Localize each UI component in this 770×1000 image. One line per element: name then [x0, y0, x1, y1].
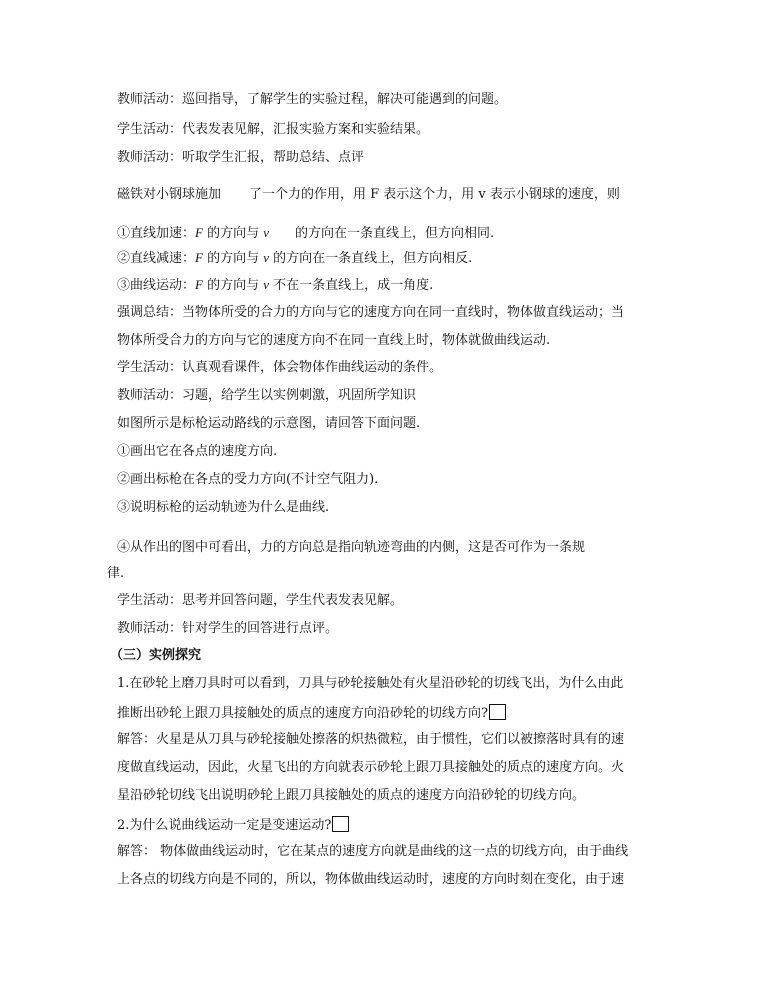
- text-line: [117, 816, 349, 834]
- text-line: [117, 277, 433, 294]
- answer-box[interactable]: [332, 816, 349, 832]
- text-fragment: ②直线减速：: [117, 251, 196, 266]
- text-line: 度做直线运动，因此，火星飞出的方向就表示砂轮上跟刀具接触处的质点的速度方向。火: [117, 760, 625, 775]
- text-line: ④从作出的图中可看出，力的方向总是指向轨迹弯曲的内侧，这是否可作为一条规: [117, 540, 586, 555]
- text-line: ①画出它在各点的速度方向.: [117, 444, 278, 459]
- math-symbol: F: [195, 277, 203, 292]
- text-fragment: 磁铁对小钢球施加: [117, 187, 222, 202]
- text-fragment: ①直线加速：: [117, 226, 196, 241]
- answer-box[interactable]: [489, 704, 506, 720]
- text-line: 教师活动：听取学生汇报，帮助总结、点评: [117, 150, 365, 165]
- text-line: 解答： 物体做曲线运动时，它在某点的速度方向就是曲线的这一点的切线方向，由于曲线: [117, 844, 629, 859]
- text-line: 教师活动：针对学生的回答进行点评。: [117, 621, 339, 636]
- math-symbol: v: [263, 277, 270, 292]
- text-line: 上各点的切线方向是不同的，所以，物体做曲线运动时，速度的方向时刻在变化，由于速: [117, 872, 625, 887]
- section-heading: （三）实例探究: [110, 648, 202, 663]
- text-line: [117, 704, 506, 722]
- text-line: ③说明标枪的运动轨迹为什么是曲线.: [117, 500, 330, 515]
- text-line: 星沿砂轮切线飞出说明砂轮上跟刀具接触处的质点的速度方向沿砂轮的切线方向。: [117, 788, 586, 803]
- math-symbol: v: [263, 225, 270, 240]
- text-fragment: 的方向与: [202, 278, 264, 293]
- text-line: 学生活动：思考并回答问题，学生代表发表见解。: [117, 593, 404, 608]
- text-line: 1.在砂轮上磨刀具时可以看到，刀具与砂轮接触处有火星沿砂轮的切线飞出，为什么由此: [117, 676, 624, 691]
- math-symbol: F: [195, 250, 203, 265]
- text-line: [117, 250, 472, 267]
- text-fragment: 推断出砂轮上跟刀具接触处的质点的速度方向沿砂轮的切线方向?: [117, 706, 488, 721]
- text-line: 教师活动：习题，给学生以实例刺激，巩固所学知识: [117, 388, 417, 403]
- text-fragment: 的方向在一条直线上，但方向相同.: [295, 226, 495, 241]
- text-line: 学生活动：代表发表见解，汇报实验方案和实验结果。: [117, 122, 430, 137]
- text-line: 学生活动：认真观看课件，体会物体作曲线运动的条件。: [117, 360, 443, 375]
- text-line: 如图所示是标枪运动路线的示意图，请回答下面问题.: [117, 416, 421, 431]
- text-fragment: ③曲线运动：: [117, 278, 196, 293]
- text-fragment: 了一个力的作用，用 F 表示这个力，用 v 表示小钢球的速度，则: [249, 187, 620, 202]
- text-fragment: 不在一条直线上，成一角度.: [269, 278, 434, 293]
- text-line: 强调总结：当物体所受的合力的方向与它的速度方向在同一直线时，物体做直线运动；当: [117, 305, 625, 320]
- text-line: ②画出标枪在各点的受力方向(不计空气阻力).: [117, 472, 379, 487]
- text-line: [117, 187, 620, 203]
- text-line: 解答：火星是从刀具与砂轮接触处擦落的炽热微粒，由于惯性，它们以被擦落时具有的速: [117, 732, 625, 747]
- text-fragment: 的方向在一条直线上，但方向相反.: [269, 251, 473, 266]
- text-fragment: 的方向与: [202, 251, 264, 266]
- text-fragment: 的方向与: [202, 226, 264, 241]
- text-fragment: 2.为什么说曲线运动一定是变速运动?: [117, 818, 332, 833]
- text-line: 物体所受合力的方向与它的速度方向不在同一直线上时，物体就做曲线运动.: [117, 333, 551, 348]
- math-symbol: v: [263, 250, 270, 265]
- text-line: 教师活动：巡回指导，了解学生的实验过程，解决可能遇到的问题。: [117, 92, 508, 107]
- math-symbol: F: [195, 225, 203, 240]
- text-line: [117, 225, 494, 242]
- text-line: 律.: [107, 566, 125, 581]
